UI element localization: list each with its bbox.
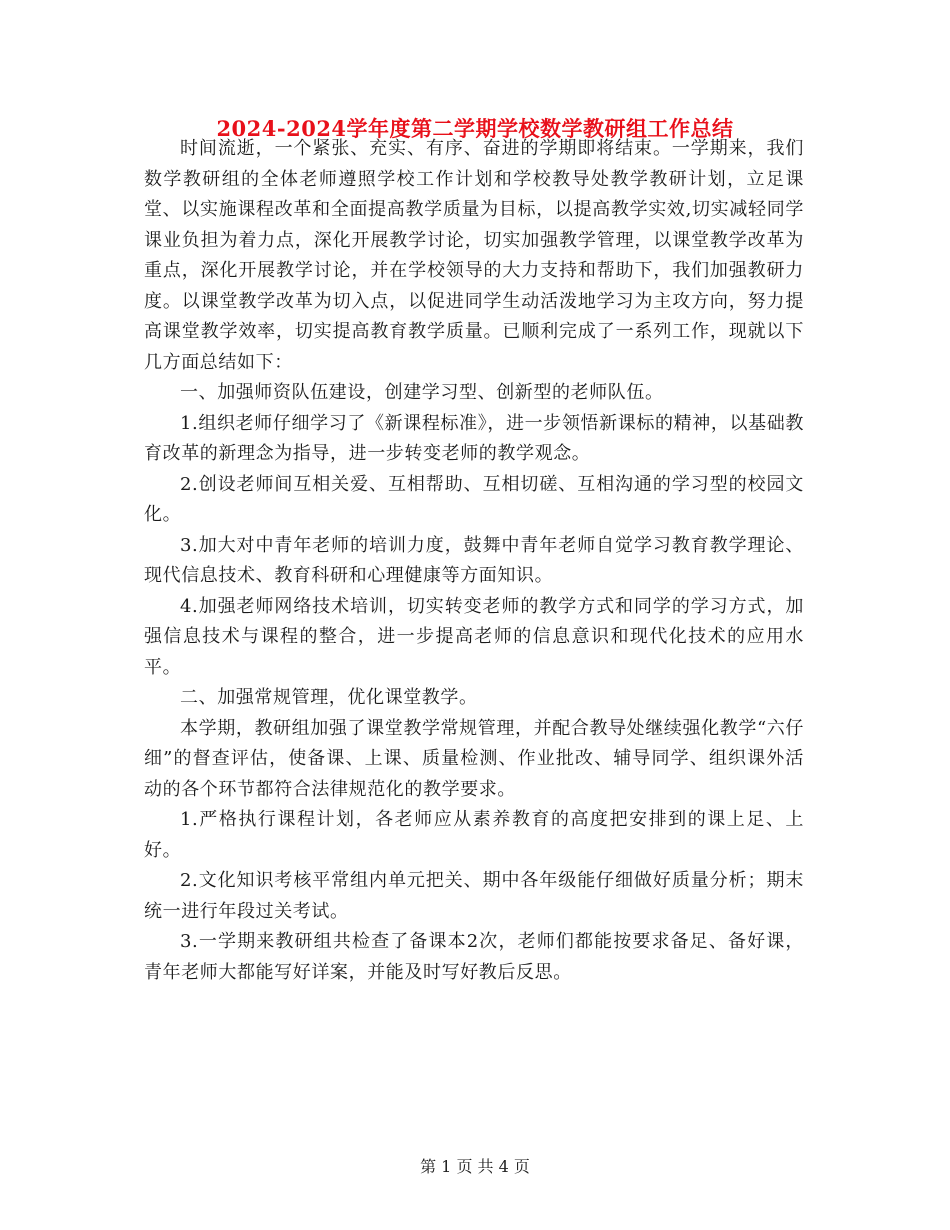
- paragraph-section-2-item-3: 3.一学期来教研组共检查了备课本2次，老师们都能按要求备足、备好课，青年老师大都能写好详案，并能及时写好教后反思。: [144, 931, 804, 983]
- page-footer: 第 1 页 共 4 页: [420, 1157, 530, 1176]
- document-title: 2024-2024学年度第二学期学校数学教研组工作总结: [216, 116, 734, 141]
- paragraph-section-1-item-3: 3.加大对中青年老师的培训力度，鼓舞中青年老师自觉学习教育教学理论、现代信息技术、教育科研和心理健康等方面知识。: [144, 534, 804, 586]
- paragraph-section-1-item-2: 2.创设老师间互相关爱、互相帮助、互相切磋、互相沟通的学习型的校园文化。: [144, 473, 804, 525]
- paragraph-section-2-item-2: 2.文化知识考核平常组内单元把关、期中各年级能仔细做好质量分析；期末统一进行年段过关考试。: [144, 870, 804, 922]
- paragraph-section-2-item-1: 1.严格执行课程计划，各老师应从素养教育的高度把安排到的课上足、上好。: [144, 809, 804, 861]
- paragraph-section-1-item-4: 4.加强老师网络技术培训，切实转变老师的教学方式和同学的学习方式，加强信息技术与课程的整合，进一步提高老师的信息意识和现代化技术的应用水平。: [144, 595, 804, 678]
- paragraph-section-2-heading: 二、加强常规管理，优化课堂教学。: [180, 687, 478, 708]
- paragraph-section-1-item-1: 1.组织老师仔细学习了《新课程标准》，进一步领悟新课标的精神，以基础教育改革的新理念为指导，进一步转变老师的教学观念。: [144, 412, 804, 464]
- document-body: [144, 134, 804, 988]
- paragraph-intro: 时间流逝，一个紧张、充实、有序、奋进的学期即将结束。一学期来，我们数学教研组的全体老师遵照学校工作计划和学校教导处教学教研计划，立足课堂、以实施课程改革和全面提高教学质量为目标，以提高教学实效,切实减轻同学课业负担为着力点，深化开展教学讨论，切实加强教学管理，以课堂教学改革为重点，深化开展教学讨论，并在学校领导的大力支持和帮助下，我们加强教研力度。以课堂教学改革为切入点，以促进同学生动活泼地学习为主攻方向，努力提高课堂教学效率，切实提高教育教学质量。已顺利完成了一系列工作，现就以下几方面总结如下：: [144, 138, 804, 373]
- paragraph-section-1-heading: 一、加强师资队伍建设，创建学习型、创新型的老师队伍。: [180, 382, 664, 403]
- paragraph-section-2-intro: 本学期，教研组加强了课堂教学常规管理，并配合教导处继续强化教学“六仔细”的督查评估，使备课、上课、质量检测、作业批改、辅导同学、组织课外活动的各个环节都符合法律规范化的教学要求。: [144, 717, 804, 800]
